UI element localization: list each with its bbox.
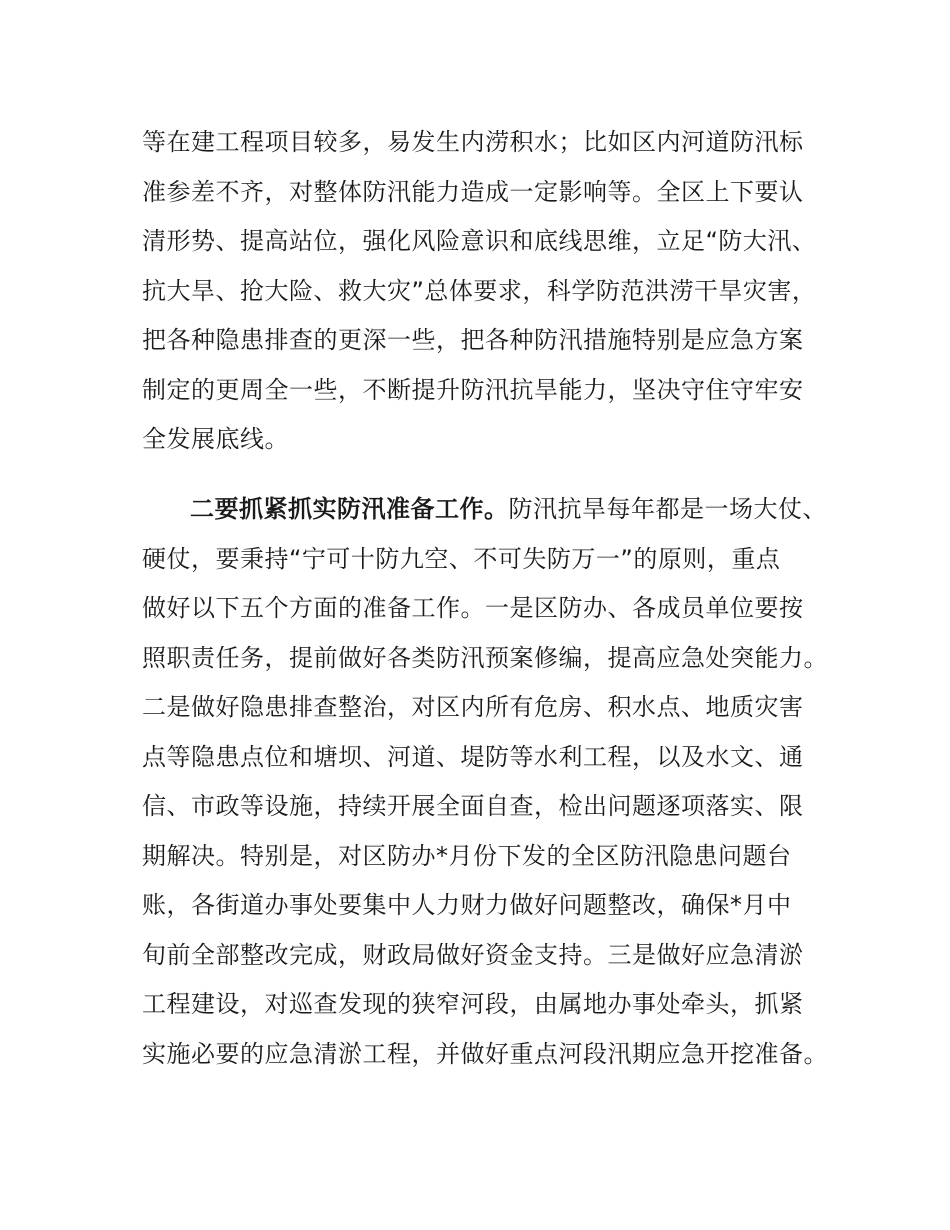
text-line: 做好以下五个方面的准备工作。一是区防办、各成员单位要按 [142, 594, 804, 622]
text-line: 工程建设，对巡查发现的狭窄河段，由属地办事处牵头，抓紧 [142, 990, 804, 1018]
text-line: 照职责任务，提前做好各类防汛预案修编，提高应急处突能力。 [142, 643, 828, 672]
text-line: 实施必要的应急清淤工程，并做好重点河段汛期应急开挖准备。 [142, 1039, 828, 1068]
text-line: 账，各街道办事处要集中人力财力做好问题整改，确保*月中 [142, 891, 792, 919]
paragraph-first-line-text: 防汛抗旱每年都是一场大仗、 [508, 495, 827, 523]
text-line: 制定的更周全一些，不断提升防汛抗旱能力，坚决守住守牢安 [142, 375, 804, 404]
text-line: 把各种隐患排查的更深一些，把各种防汛措施特别是应急方案 [142, 326, 804, 354]
text-line: 硬仗，要秉持“宁可十防九空、不可失防万一”的原则，重点 [142, 544, 781, 573]
paragraph-2 [142, 485, 842, 1079]
text-line: 旬前全部整改完成，财政局做好资金支持。三是做好应急清淤 [142, 940, 804, 969]
text-line: 二是做好隐患排查整治，对区内所有危房、积水点、地质灾害 [142, 693, 804, 721]
text-line: 抗大旱、抢大险、救大灾”总体要求，科学防范洪涝干旱灾害， [142, 276, 817, 305]
text-line: 信、市政等设施，持续开展全面自查，检出问题逐项落实、限 [142, 792, 804, 820]
paragraph-heading: 二要抓紧抓实防汛准备工作。 [190, 495, 509, 523]
text-line: 期解决。特别是，对区防办*月份下发的全区防汛隐患问题台 [142, 841, 792, 870]
text-line: 等在建工程项目较多，易发生内涝积水；比如区内河道防汛标 [142, 128, 804, 156]
paragraph-1 [142, 118, 842, 465]
paragraph-first-line [142, 485, 842, 535]
text-line: 准参差不齐，对整体防汛能力造成一定影响等。全区上下要认 [142, 177, 804, 206]
text-line: 清形势、提高站位，强化风险意识和底线思维，立足“防大汛、 [142, 227, 817, 255]
text-line: 点等隐患点位和塘坝、河道、堤防等水利工程，以及水文、通 [142, 742, 804, 771]
text-line: 全发展底线。 [142, 425, 289, 453]
